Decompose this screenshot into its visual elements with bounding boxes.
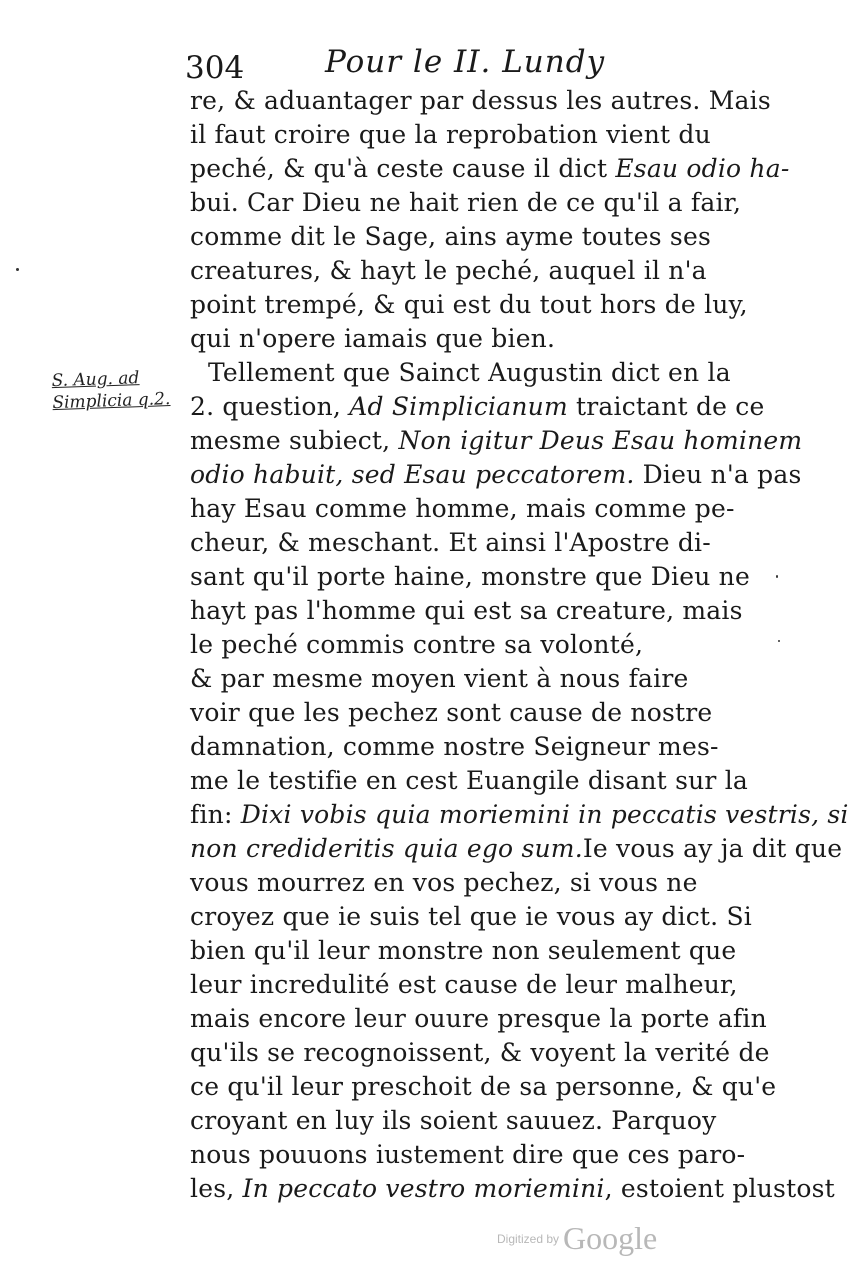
text-line: bien qu'il leur monstre non seulement que — [190, 936, 737, 965]
text-line: me le testifie en cest Euangile disant sur la — [190, 766, 748, 795]
text-line: vous mourrez en vos pechez, si vous ne — [190, 868, 698, 897]
text-line: il faut croire que la reprobation vient du — [190, 120, 711, 149]
marginal-citation-line: S. Aug. ad — [51, 368, 140, 392]
marginal-citation — [51, 366, 177, 414]
text-line: qui n'opere iamais que bien. — [190, 324, 556, 353]
text-line: creatures, & hayt le peché, auquel il n'a — [190, 256, 707, 285]
ink-speck — [778, 640, 780, 642]
text-line: bui. Car Dieu ne hait rien de ce qu'il a fair, — [190, 188, 742, 217]
watermark-prefix: Digitized by — [497, 1231, 560, 1246]
body-text — [190, 84, 849, 1206]
text-line: croyez que ie suis tel que ie vous ay dict. Si — [190, 902, 752, 931]
ink-speck — [776, 575, 778, 578]
text-line: peché, & qu'à ceste cause il dict Esau odio ha- — [190, 154, 790, 183]
text-line: qu'ils se recognoissent, & voyent la verité de — [190, 1038, 770, 1067]
ink-speck — [16, 268, 19, 271]
google-watermark — [497, 1220, 657, 1257]
text-line: croyant en luy ils soient sauuez. Parquoy — [190, 1106, 717, 1135]
text-line: fin: Dixi vobis quia moriemini in peccatis vestris, si — [190, 800, 849, 829]
text-line: nous pouuons iustement dire que ces paro- — [190, 1140, 746, 1169]
text-line: & par mesme moyen vient à nous faire — [190, 664, 689, 693]
text-line: odio habuit, sed Esau peccatorem. Dieu n'a pas — [190, 460, 802, 489]
google-logo: Google — [563, 1220, 658, 1256]
text-line: comme dit le Sage, ains ayme toutes ses — [190, 222, 711, 251]
text-line: non credideritis quia ego sum.Ie vous ay ja dit que — [190, 834, 843, 863]
text-line: mesme subiect, Non igitur Deus Esau hominem — [190, 426, 803, 455]
text-line: mais encore leur ouure presque la porte afin — [190, 1004, 767, 1033]
text-line: cheur, & meschant. Et ainsi l'Apostre di- — [190, 528, 711, 557]
text-line: le peché commis contre sa volonté, — [190, 630, 644, 659]
text-line: sant qu'il porte haine, monstre que Dieu ne — [190, 562, 750, 591]
text-line: hayt pas l'homme qui est sa creature, mais — [190, 596, 743, 625]
text-line: damnation, comme nostre Seigneur mes- — [190, 732, 719, 761]
text-line: 2. question, Ad Simplicianum traictant de ce — [190, 392, 765, 421]
text-line: les, In peccato vestro moriemini, estoient plustost — [190, 1174, 835, 1203]
text-line: Tellement que Sainct Augustin dict en la — [208, 358, 731, 387]
marginal-citation-line: Simplicia q.2. — [52, 389, 171, 414]
running-title: Pour le II. Lundy — [325, 44, 606, 80]
text-line: ce qu'il leur preschoit de sa personne, & qu'e — [190, 1072, 777, 1101]
page-number: 304 — [185, 50, 245, 86]
text-line: re, & aduantager par dessus les autres. Mais — [190, 86, 771, 115]
text-line: hay Esau comme homme, mais comme pe- — [190, 494, 735, 523]
text-line: voir que les pechez sont cause de nostre — [190, 698, 713, 727]
text-line: point trempé, & qui est du tout hors de luy, — [190, 290, 748, 319]
text-line: leur incredulité est cause de leur malheur, — [190, 970, 738, 999]
